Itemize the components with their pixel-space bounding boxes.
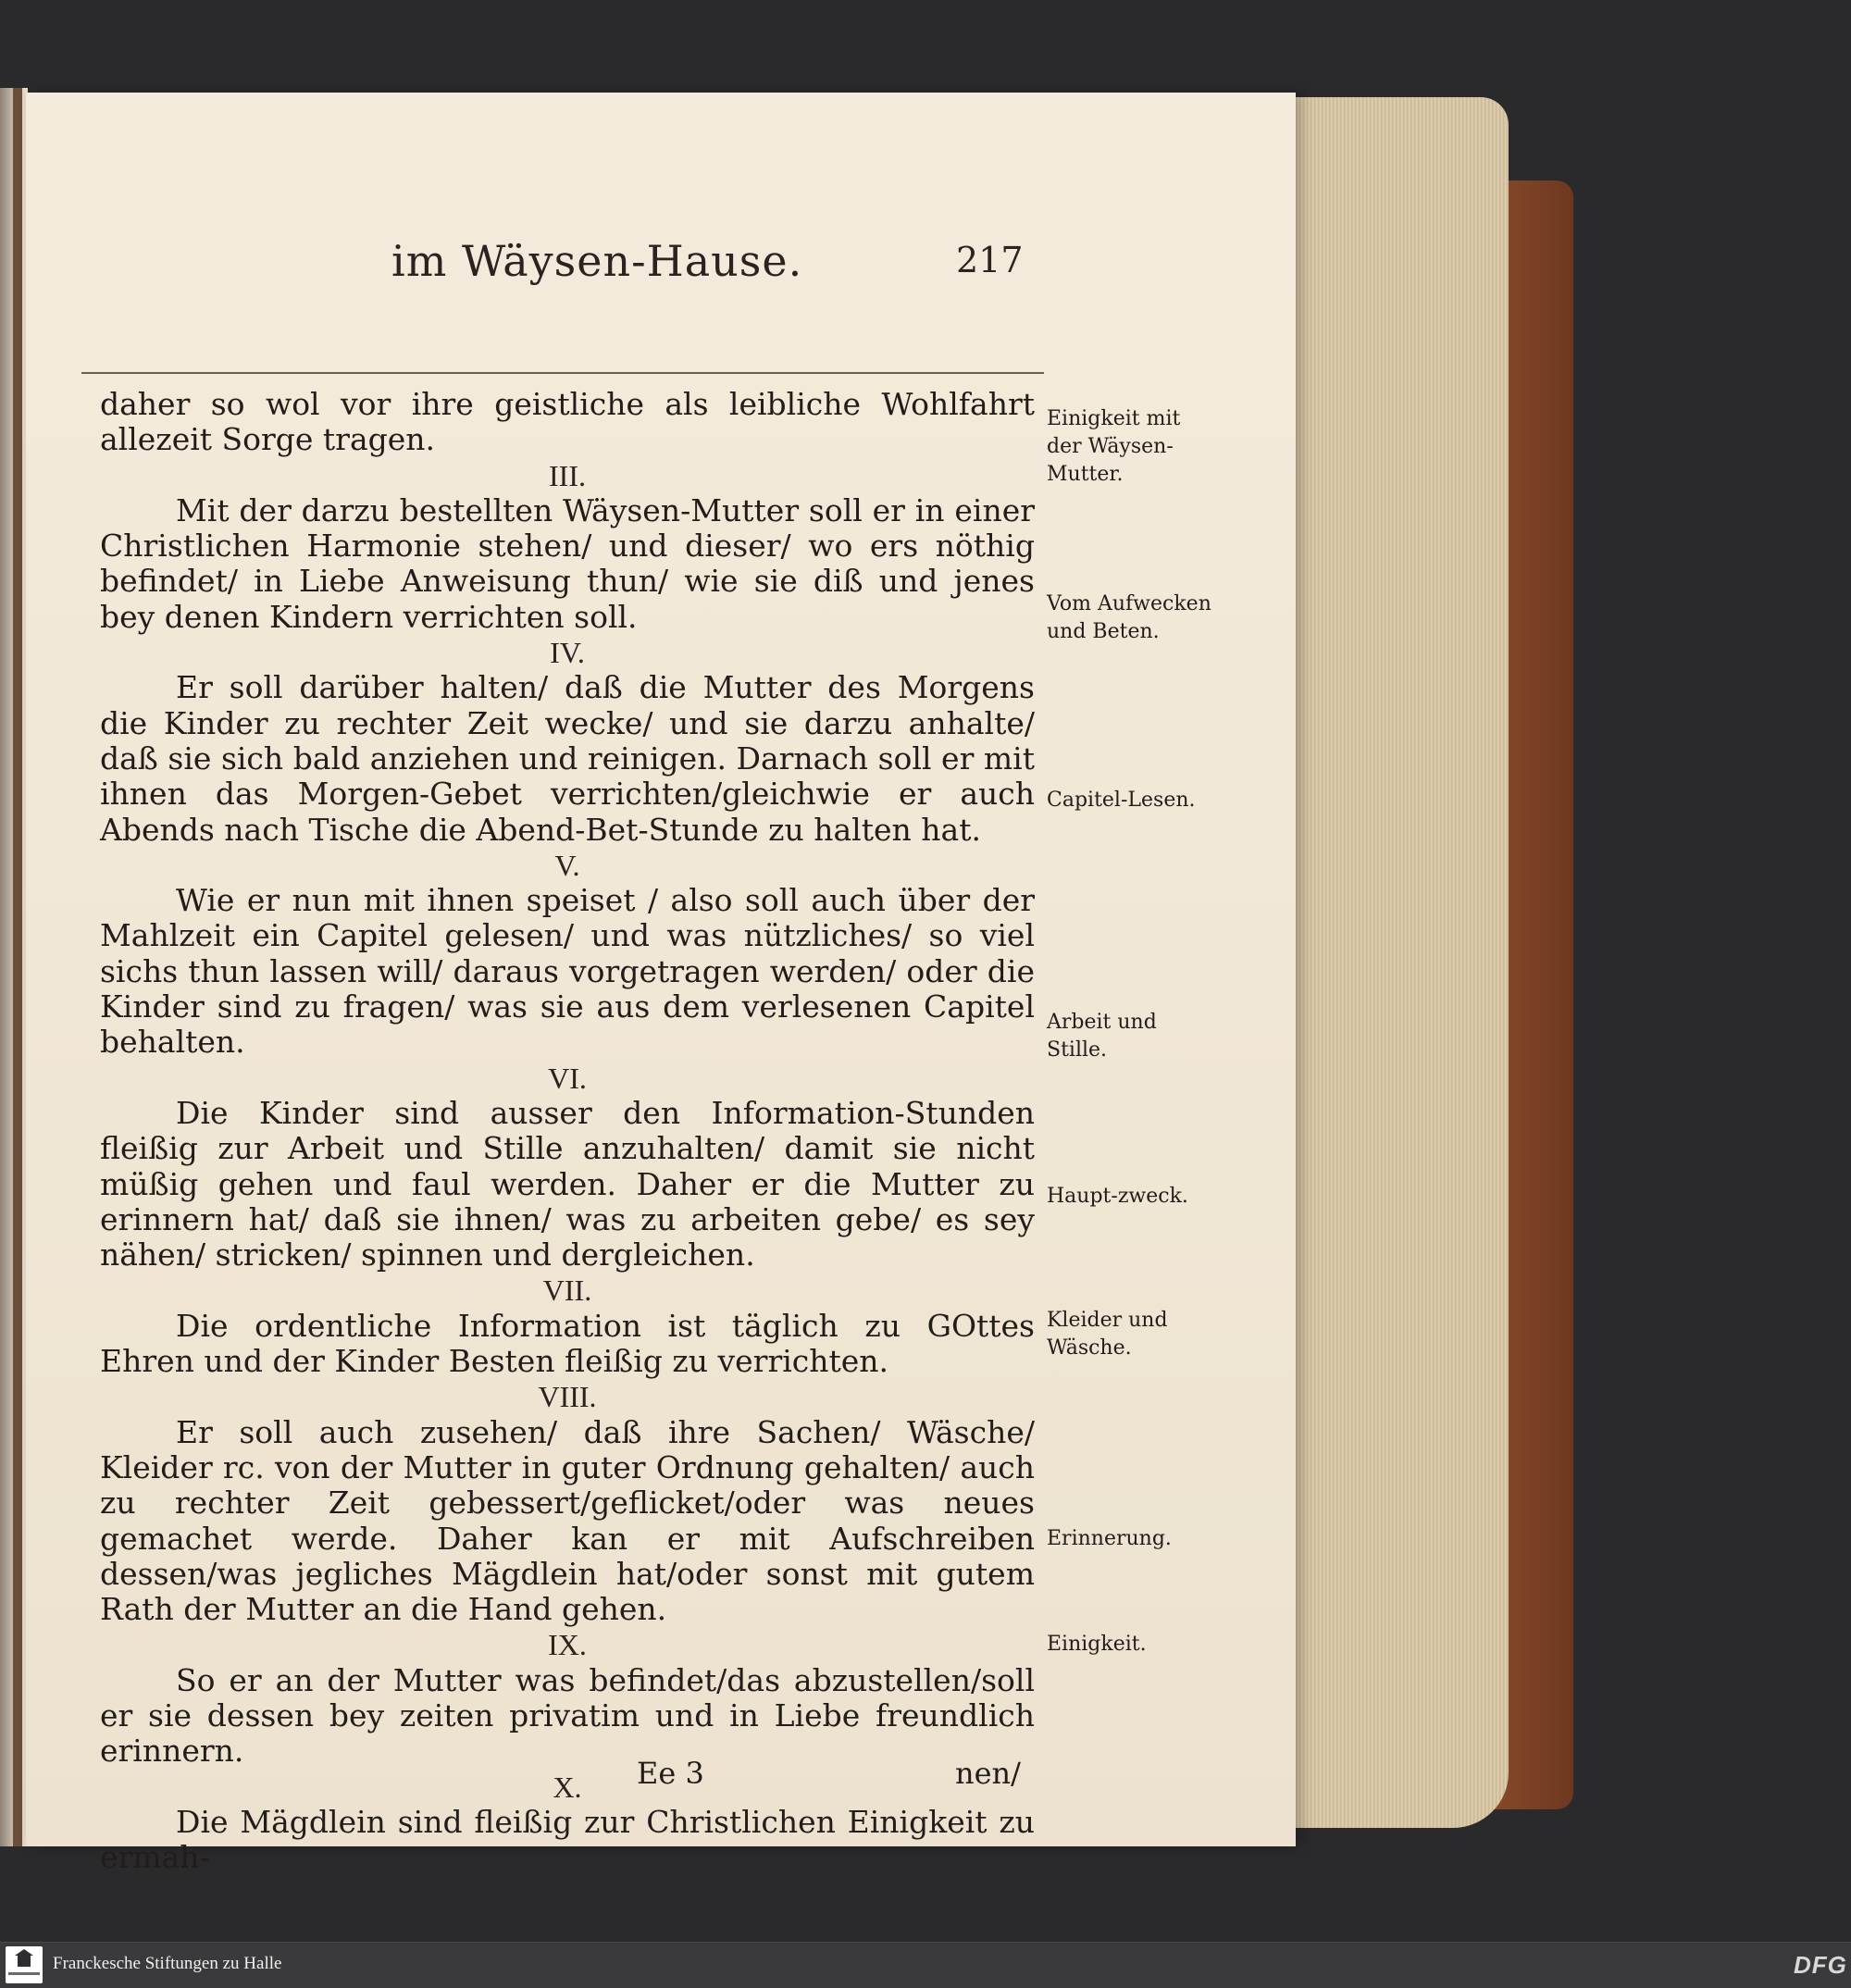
dfg-logo[interactable]: DFG [1794, 1951, 1847, 1979]
body-text [100, 387, 1035, 1875]
margin-note: Einigkeit mit der Wäysen-Mutter. [1047, 407, 1181, 486]
page-edges [1291, 97, 1509, 1828]
margin-note: Capitel-Lesen. [1047, 789, 1196, 812]
margin-note: Arbeit und Stille. [1047, 1011, 1157, 1062]
running-head-title: im Wäysen-Hause. [391, 236, 803, 286]
spine-edge [13, 88, 22, 1846]
section-numeral: V. [554, 848, 580, 882]
catchword: nen/ [955, 1756, 1021, 1791]
section-text: Die Kinder sind ausser den Information-Stunden fleißig zur Arbeit und Stille anzuhalten/ damit sie nicht müßig gehen und faul werden. Daher er die Mutter zu erinnern hat/ daß sie ihnen/ was zu arbeiten gebe/ es sey nähen/ stricken/ spinnen und dergleichen. [100, 1094, 1035, 1274]
margin-note: Einigkeit. [1047, 1633, 1147, 1656]
section-text: Er soll auch zusehen/ daß ihre Sachen/ Wäsche/ Kleider rc. von der Mutter in guter Ordnung gehalten/ auch zu rechter Zeit gebessert/geflicket/oder was neues gemachet werde. Daher kan er mit Aufschreiben dessen/was jegliches Mägdlein hat/oder sonst mit gutem Rath der Mutter an die Hand gehen. [100, 1413, 1035, 1628]
intro-paragraph: daher so wol vor ihre geistliche als leibliche Wohlfahrt allezeit Sorge tragen. [100, 386, 1035, 458]
institution-logo-icon[interactable] [6, 1946, 43, 1983]
section-text: Die Mägdlein sind fleißig zur Christlichen Einigkeit zu ermah- [100, 1803, 1035, 1876]
running-head [26, 236, 1296, 292]
section-text: Wie er nun mit ihnen speiset / also soll auch über der Mahlzeit ein Capitel gelesen/ und was nützliches/ so viel sichs thun lassen will/ daraus vorgetragen werden/ oder die Kinder sind zu fragen/ was sie aus dem verlesenen Capitel behalten. [100, 882, 1035, 1061]
margin-note: Erinnerung. [1047, 1527, 1172, 1550]
section-numeral: VI. [548, 1061, 587, 1095]
section-numeral: X. [553, 1770, 582, 1804]
signature-mark: Ee 3 [637, 1756, 704, 1791]
institution-link[interactable]: Franckesche Stiftungen zu Halle [53, 1954, 282, 1973]
footer-bar [0, 1942, 1851, 1988]
section-numeral: VIII. [538, 1380, 597, 1414]
header-rule [81, 372, 1044, 374]
margin-note: Haupt-zweck. [1047, 1185, 1188, 1208]
section-text: So er an der Mutter was befindet/das abzustellen/soll er sie dessen bey zeiten privatim und in Liebe freundlich erinnern. [100, 1661, 1035, 1770]
margin-note: Kleider und Wäsche. [1047, 1309, 1168, 1360]
margin-note: Vom Aufwecken und Beten. [1047, 592, 1211, 643]
section-text: Mit der darzu bestellten Wäysen-Mutter soll er in einer Christlichen Harmonie stehen/ und dieser/ wo ers nöthig befindet/ in Liebe Anweisung thun/ wie sie diß und jenes bey denen Kindern verrichten soll. [100, 491, 1035, 635]
book-page [26, 93, 1296, 1876]
section-text: Er soll darüber halten/ daß die Mutter des Morgens die Kinder zu rechter Zeit wecke/ und sie darzu anhalte/ daß sie sich bald anziehen und reinigen. Darnach soll er mit ihnen das Morgen-Gebet verrichten/gleichwie er auch Abends nach Tische die Abend-Bet-Stunde zu halten hat. [100, 669, 1035, 848]
section-text: Die ordentliche Information ist täglich zu GOttes Ehren und der Kinder Besten fleißig zu verrichten. [100, 1307, 1035, 1380]
page-number: 217 [956, 240, 1024, 280]
section-numeral: IX. [548, 1628, 587, 1662]
section-numeral: IV. [550, 636, 585, 670]
section-numeral: III. [549, 458, 586, 492]
section-numeral: VII. [542, 1274, 592, 1308]
